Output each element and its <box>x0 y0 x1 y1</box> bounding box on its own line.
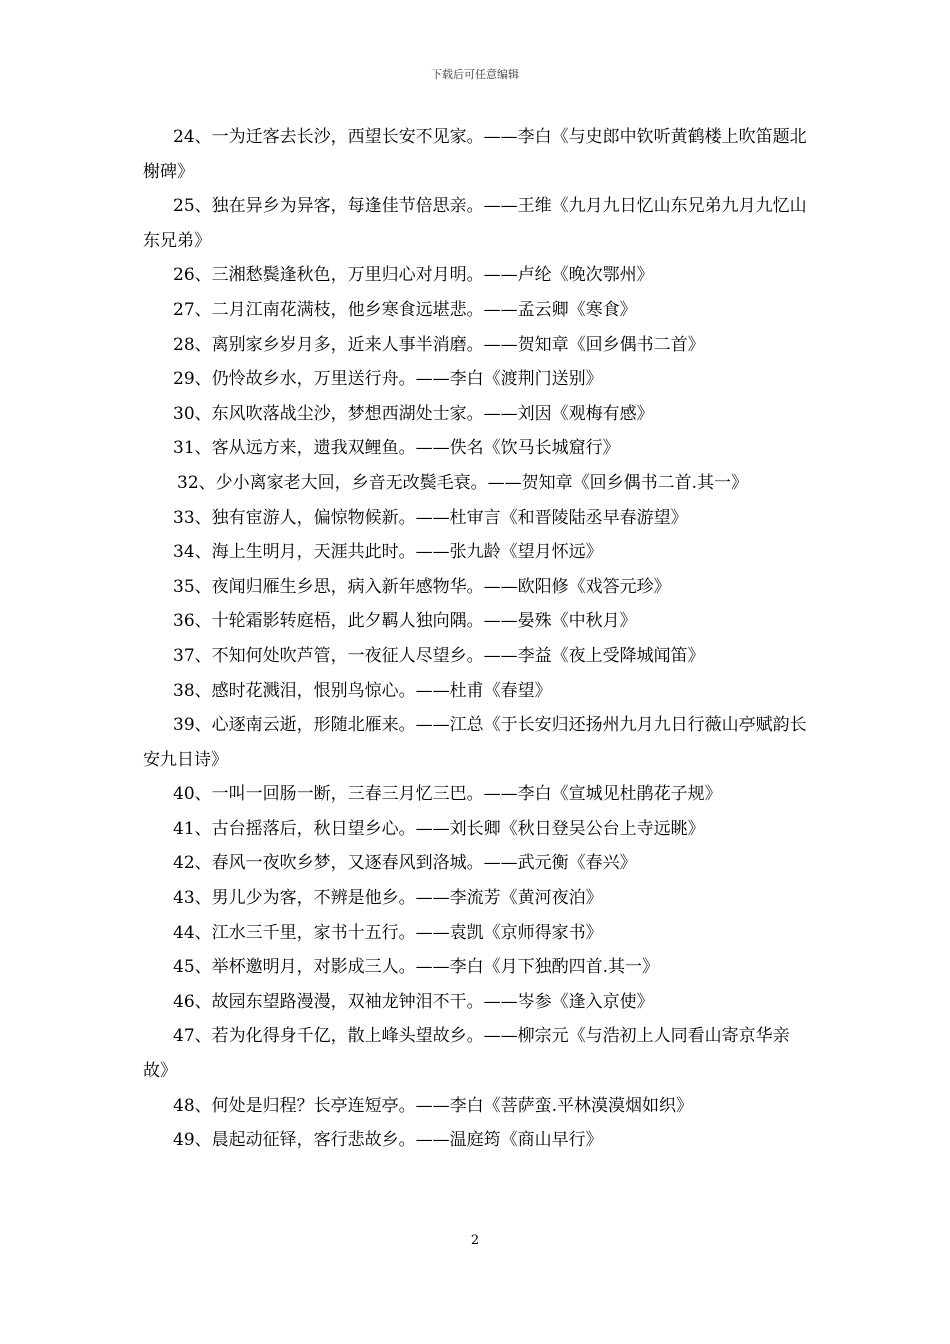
list-item: 44、江水三千里，家书十五行。——袁凯《京师得家书》 <box>173 922 603 943</box>
list-item: 32、少小离家老大回，乡音无改鬓毛衰。——贺知章《回乡偶书二首.其一》 <box>177 472 749 493</box>
list-item: 49、晨起动征铎，客行悲故乡。——温庭筠《商山早行》 <box>173 1130 603 1151</box>
list-item: 27、二月江南花满枝，他乡寒食远堪悲。——孟云卿《寒食》 <box>173 299 637 320</box>
list-item: 26、三湘愁鬓逢秋色，万里归心对月明。——卢纶《晚次鄂州》 <box>173 265 654 286</box>
list-item: 37、不知何处吹芦管，一夜征人尽望乡。——李益《夜上受降城闻笛》 <box>173 645 705 666</box>
list-item: 25、独在异乡为异客，每逢佳节倍思亲。——王维《九月九日忆山东兄弟九月九忆山东兄弟》 <box>143 196 807 251</box>
list-item: 34、海上生明月，天涯共此时。——张九龄《望月怀远》 <box>173 542 603 563</box>
list-item: 43、男儿少为客，不辨是他乡。——李流芳《黄河夜泊》 <box>173 888 603 909</box>
list-item: 31、客从远方来，遗我双鲤鱼。——佚名《饮马长城窟行》 <box>173 438 620 459</box>
list-item: 29、仍怜故乡水，万里送行舟。——李白《渡荆门送别》 <box>173 369 603 390</box>
list-item: 38、感时花溅泪，恨别鸟惊心。——杜甫《春望》 <box>173 680 552 701</box>
poem-list <box>143 120 813 1158</box>
list-item: 24、一为迁客去长沙，西望长安不见家。——李白《与史郎中钦听黄鹤楼上吹笛题北榭碑》 <box>143 127 807 182</box>
list-item: 42、春风一夜吹乡梦，又逐春风到洛城。——武元衡《春兴》 <box>173 853 637 874</box>
page-header: 下载后可任意编辑 <box>431 68 519 81</box>
list-item: 47、若为化得身千亿，散上峰头望故乡。——柳宗元《与浩初上人同看山寄京华亲故》 <box>143 1026 790 1082</box>
list-item: 33、独有宦游人，偏惊物候新。——杜审言《和晋陵陆丞早春游望》 <box>173 507 688 528</box>
list-item: 40、一叫一回肠一断，三春三月忆三巴。——李白《宣城见杜鹃花子规》 <box>173 784 722 805</box>
list-item: 45、举杯邀明月，对影成三人。——李白《月下独酌四首.其一》 <box>173 957 660 978</box>
list-item: 30、东风吹落战尘沙，梦想西湖处士家。——刘因《观梅有感》 <box>173 403 654 424</box>
page-number: 2 <box>470 1233 480 1248</box>
list-item: 36、十轮霜影转庭梧，此夕羁人独向隅。——晏殊《中秋月》 <box>173 611 637 632</box>
list-item: 28、离别家乡岁月多，近来人事半消磨。——贺知章《回乡偶书二首》 <box>173 334 705 355</box>
list-item: 48、何处是归程？长亭连短亭。——李白《菩萨蛮.平林漠漠烟如织》 <box>173 1095 694 1116</box>
list-item: 46、故园东望路漫漫，双袖龙钟泪不干。——岑参《逢入京使》 <box>173 991 654 1012</box>
list-item: 35、夜闻归雁生乡思，病入新年感物华。——欧阳修《戏答元珍》 <box>173 576 671 597</box>
list-item: 41、古台摇落后，秋日望乡心。——刘长卿《秋日登吴公台上寺远眺》 <box>173 818 705 839</box>
list-item: 39、心逐南云逝，形随北雁来。——江总《于长安归还扬州九月九日行薇山亭赋韵长安九日诗》 <box>143 715 807 770</box>
